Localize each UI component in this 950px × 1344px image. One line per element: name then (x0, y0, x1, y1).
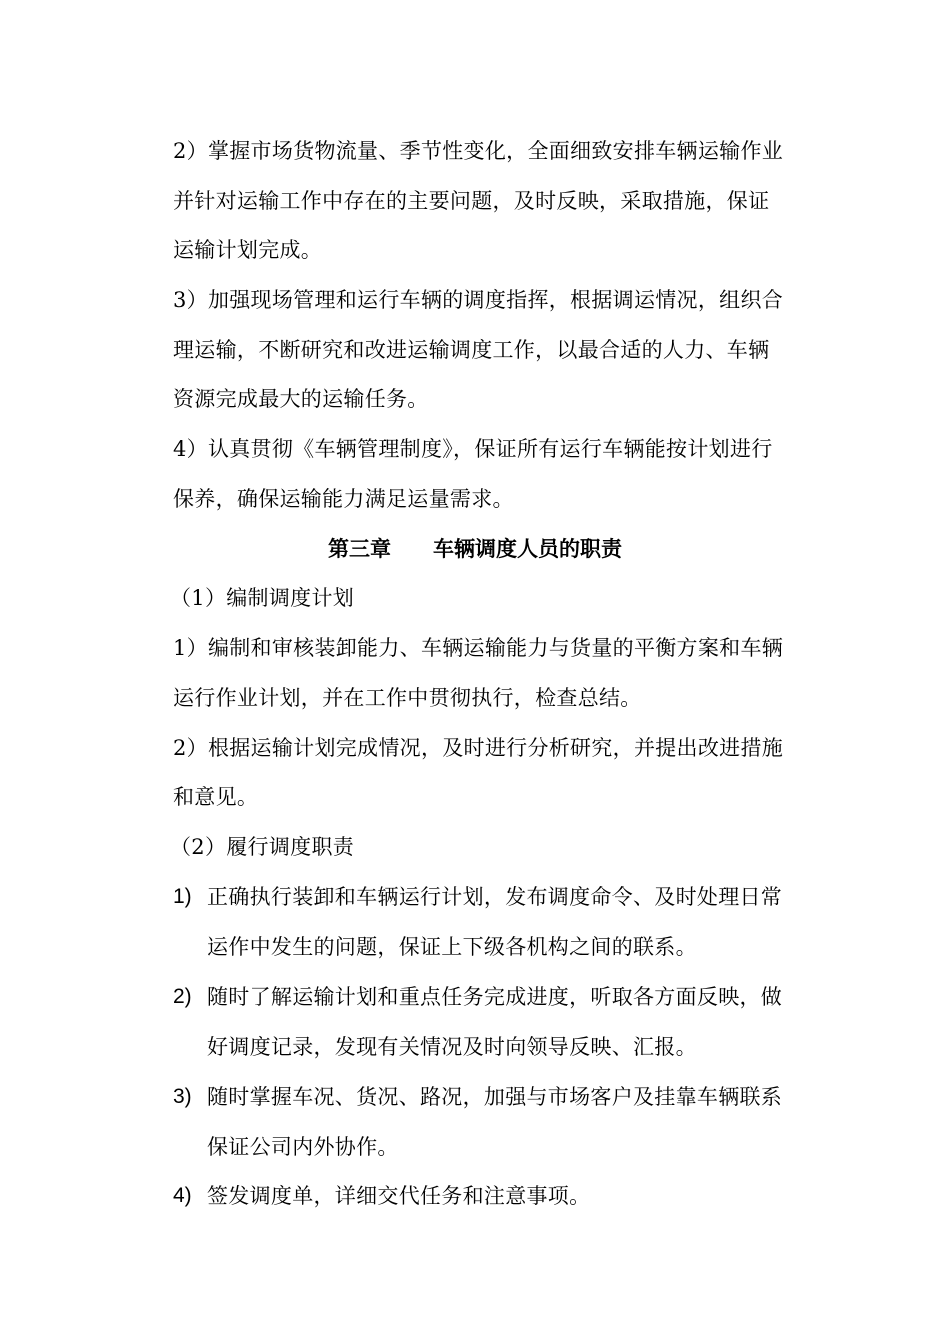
subsection-heading: （1）编制调度计划 (170, 586, 355, 610)
list-number: 1) (173, 885, 192, 908)
paragraph-line: 运行作业计划，并在工作中贯彻执行，检查总结。 (173, 686, 642, 710)
list-item-line: 运作中发生的问题，保证上下级各机构之间的联系。 (207, 935, 697, 959)
list-number: 4) (173, 1184, 192, 1207)
list-number: 2) (173, 985, 192, 1008)
paragraph-line: 和意见。 (173, 785, 259, 809)
paragraph-line: 理运输，不断研究和改进运输调度工作，以最合适的人力、车辆 (173, 338, 770, 362)
paragraph-line: 4）认真贯彻《车辆管理制度》，保证所有运行车辆能按计划进行 (173, 437, 773, 461)
paragraph-line: 保养，确保运输能力满足运量需求。 (173, 487, 514, 511)
chapter-title: 第三章 车辆调度人员的职责 (328, 536, 622, 561)
paragraph-line: 并针对运输工作中存在的主要问题，及时反映，采取措施，保证 (173, 189, 770, 213)
paragraph-line: 2）根据运输计划完成情况，及时进行分析研究，并提出改进措施 (173, 736, 784, 760)
list-item-line: 随时掌握车况、货况、路况，加强与市场客户及挂靠车辆联系 (207, 1085, 783, 1109)
subsection-heading: （2）履行调度职责 (170, 835, 355, 859)
paragraph-line: 1）编制和审核装卸能力、车辆运输能力与货量的平衡方案和车辆 (173, 636, 784, 660)
list-item-line: 签发调度单，详细交代任务和注意事项。 (207, 1184, 591, 1208)
list-item-line: 随时了解运输计划和重点任务完成进度，听取各方面反映，做 (207, 985, 783, 1009)
list-item-line: 好调度记录，发现有关情况及时向领导反映、汇报。 (207, 1035, 697, 1059)
list-item-line: 保证公司内外协作。 (207, 1135, 399, 1159)
list-number: 3) (173, 1085, 192, 1108)
paragraph-line: 资源完成最大的运输任务。 (173, 387, 429, 411)
paragraph-line: 2）掌握市场货物流量、季节性变化，全面细致安排车辆运输作业 (173, 139, 784, 163)
paragraph-line: 3）加强现场管理和运行车辆的调度指挥，根据调运情况，组织合 (173, 288, 784, 312)
paragraph-line: 运输计划完成。 (173, 238, 323, 262)
list-item-line: 正确执行装卸和车辆运行计划，发布调度命令、及时处理日常 (207, 885, 783, 909)
